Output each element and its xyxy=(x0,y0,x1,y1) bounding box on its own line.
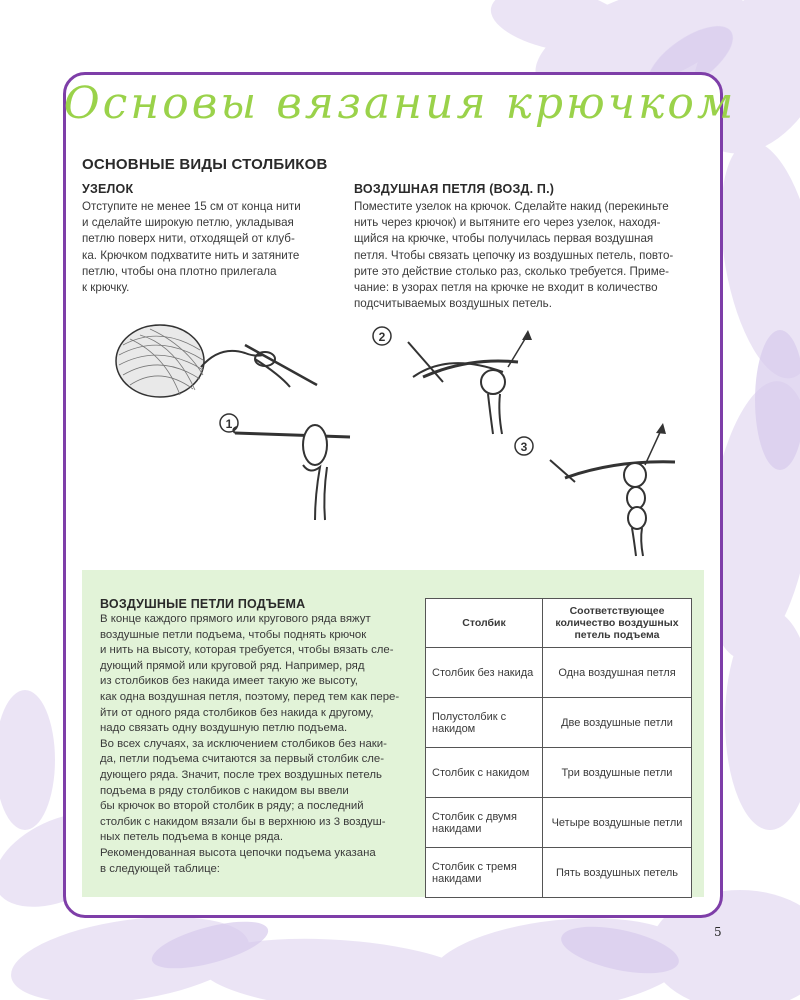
text-line: дующего ряда. Значит, после трех воздушных петель xyxy=(100,768,382,781)
lift-table xyxy=(425,598,692,898)
table-header-row xyxy=(426,599,692,648)
table-cell-chains: Четыре воздушные петли xyxy=(543,798,692,848)
text-line: В конце каждого прямого или кругового ряда вяжут xyxy=(100,613,371,625)
text-line: из столбиков без накида имеет такую же высоту, xyxy=(100,675,358,688)
text-line: бы крючок во второй столбик в ряду; а последний xyxy=(100,800,364,813)
table-header-stitch: Столбик xyxy=(426,599,543,648)
step-3-label: 3 xyxy=(520,440,528,454)
yarn-ball-illustration xyxy=(105,315,320,405)
table-row xyxy=(426,748,692,798)
text-line: воздушные петли подъема, чтобы поднять крючок xyxy=(100,628,367,641)
section-heading: ОСНОВНЫЕ ВИДЫ СТОЛБИКОВ xyxy=(82,156,328,173)
table-cell-stitch: Полустолбик с накидом xyxy=(426,698,543,748)
table-row xyxy=(426,798,692,848)
step-3-illustration xyxy=(510,420,690,560)
table-header-chains: Соответствующее количество воздушных петель подъема xyxy=(543,599,692,648)
text-line: и сделайте широкую петлю, укладывая xyxy=(82,216,294,230)
knot-heading: УЗЕЛОК xyxy=(82,182,134,196)
step-1-illustration xyxy=(215,405,355,525)
lift-heading: ВОЗДУШНЫЕ ПЕТЛИ ПОДЪЕМА xyxy=(100,597,306,611)
table-cell-stitch: Столбик с двумя накидами xyxy=(426,798,543,848)
text-line: Во всех случаях, за исключением столбиков без наки- xyxy=(100,737,387,750)
table-row xyxy=(426,698,692,748)
text-line: петлю, чтобы она плотно прилегала xyxy=(82,264,277,278)
table-cell-chains: Три воздушные петли xyxy=(543,748,692,798)
table-cell-chains: Пять воздушных петель xyxy=(543,848,692,898)
chain-heading: ВОЗДУШНАЯ ПЕТЛЯ (ВОЗД. П.) xyxy=(354,182,555,196)
table-cell-chains: Две воздушные петли xyxy=(543,698,692,748)
text-line: подсчитываемых воздушных петель. xyxy=(354,297,552,311)
text-line: чание: в узорах петля на крючке не входит в количество xyxy=(354,281,658,295)
text-line: Поместите узелок на крючок. Сделайте накид (перекиньте xyxy=(354,200,669,213)
page-number: 5 xyxy=(714,925,722,939)
table-cell-stitch: Столбик с накидом xyxy=(426,748,543,798)
text-line: дующий прямой или круговой ряд. Например, ряд xyxy=(100,659,365,672)
chain-text xyxy=(354,199,673,312)
text-line: к крючку. xyxy=(82,281,130,295)
text-line: ных петель подъема в конце ряда. xyxy=(100,831,284,844)
text-line: подъема в ряду столбиков с накидом вы ввели xyxy=(100,784,349,797)
text-line: как одна воздушная петля, поэтому, перед тем как пере- xyxy=(100,690,400,703)
text-line: петля. Чтобы связать цепочку из воздушных петель, повто- xyxy=(354,248,674,262)
text-line: столбик с накидом вязали бы в верхнюю из 3 воздуш- xyxy=(100,815,386,828)
text-line: в следующей таблице: xyxy=(100,862,220,875)
page-title: Основы вязания крючком xyxy=(63,78,737,129)
table-cell-stitch: Столбик с тремя накидами xyxy=(426,848,543,898)
table-cell-chains: Одна воздушная петля xyxy=(543,648,692,698)
text-line: да, петли подъема считаются за первый столбик сле- xyxy=(100,753,385,766)
text-line: ка. Крючком подхватите нить и затяните xyxy=(82,248,300,262)
text-line: йти от одного ряда столбиков без накида к другому, xyxy=(100,706,374,719)
text-line: Отступите не менее 15 см от конца нити xyxy=(82,200,301,213)
text-line: надо связать одну воздушную петлю подъема. xyxy=(100,722,348,735)
knot-text xyxy=(82,199,301,296)
text-line: Рекомендованная высота цепочки подъема указана xyxy=(100,846,376,859)
table-row xyxy=(426,848,692,898)
text-line: петлю поверх нити, отходящей от клуб- xyxy=(82,232,295,246)
text-line: и нить на высоту, которая требуется, чтобы вязать сле- xyxy=(100,644,394,657)
text-line: нить через крючок) и вытяните его через узелок, находя- xyxy=(354,216,661,230)
step-2-label: 2 xyxy=(378,330,386,344)
lift-text xyxy=(100,612,399,877)
text-line: рите это действие столько раз, сколько требуется. Приме- xyxy=(354,264,670,278)
text-line: щийся на крючке, чтобы получилась первая воздушная xyxy=(354,232,654,246)
table-cell-stitch: Столбик без накида xyxy=(426,648,543,698)
step-1-label: 1 xyxy=(225,417,233,431)
table-row xyxy=(426,648,692,698)
